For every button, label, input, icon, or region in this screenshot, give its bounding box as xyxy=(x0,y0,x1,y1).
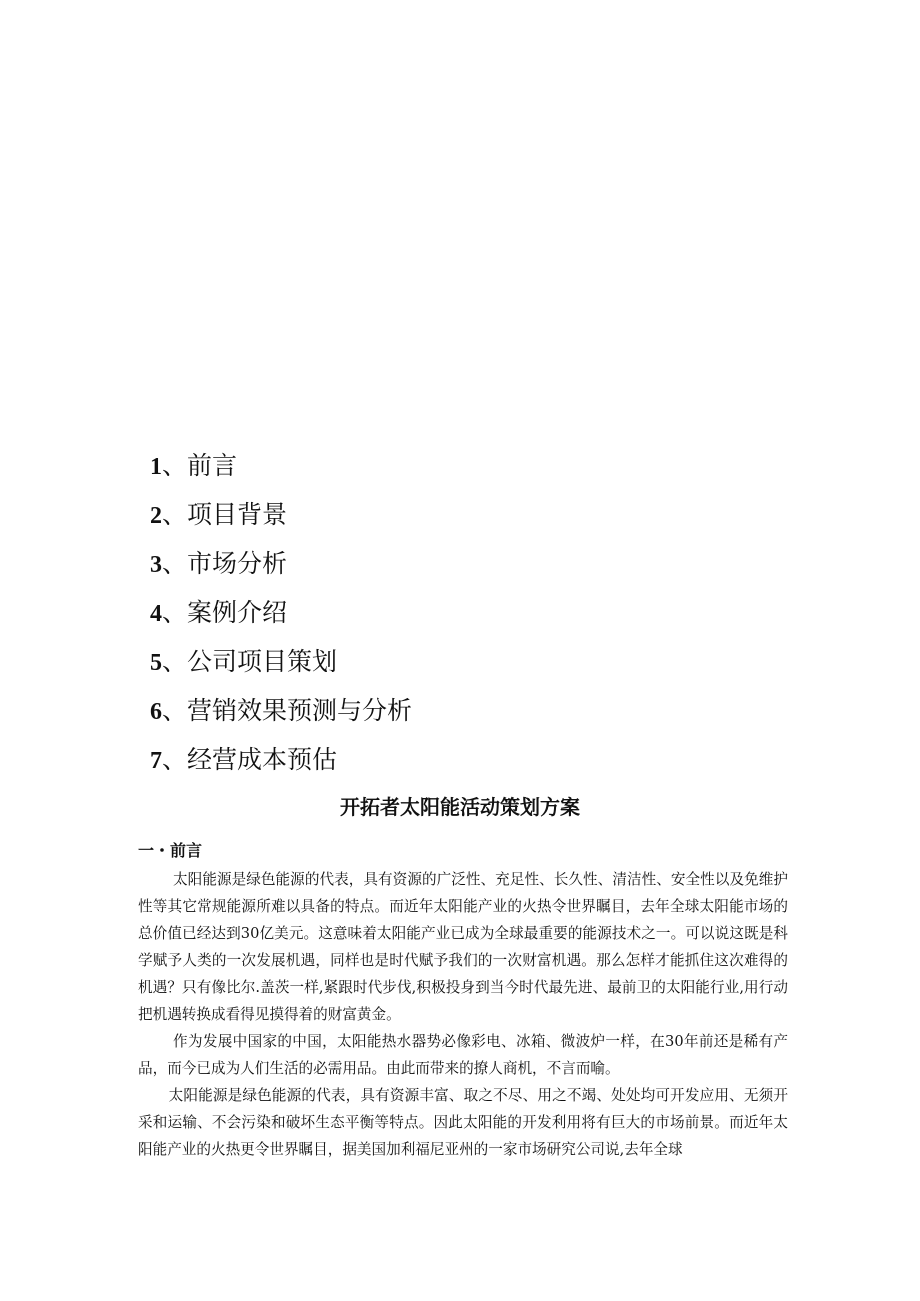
toc-item xyxy=(150,642,412,691)
toc-item-separator: 、 xyxy=(162,696,188,725)
toc-item-separator: 、 xyxy=(162,451,188,480)
toc-item-label: 案例介绍 xyxy=(187,598,288,627)
toc-item-separator: 、 xyxy=(162,500,188,529)
toc-item xyxy=(150,446,412,495)
toc-item-separator: 、 xyxy=(162,598,188,627)
paragraph: 作为发展中国家的中国，太阳能热水器势必像彩电、冰箱、微波炉一样，在30年前还是稀有产品，而今已成为人们生活的必需用品。由此而带来的撩人商机，不言而喻。 xyxy=(138,1033,788,1077)
section-heading: 一・前言 xyxy=(138,841,203,860)
toc-item-number: 7 xyxy=(150,748,162,774)
toc-item-separator: 、 xyxy=(162,549,188,578)
document-title: 开拓者太阳能活动策划方案 xyxy=(340,795,580,819)
table-of-contents xyxy=(150,446,412,789)
toc-item xyxy=(150,544,412,593)
toc-item-separator: 、 xyxy=(162,745,188,774)
toc-item-label: 市场分析 xyxy=(187,549,288,578)
toc-item xyxy=(150,495,412,544)
paragraph: 太阳能源是绿色能源的代表，具有资源的广泛性、充足性、长久性、清洁性、安全性以及免维护性等其它常规能源所难以具备的特点。而近年太阳能产业的火热令世界瞩目，去年全球太阳能市场的总价值已经达到30亿美元。这意味着太阳能产业已成为全球最重要的能源技术之一。可以说这既是科学赋予人类的一次发展机遇，同样也是时代赋予我们的一次财富机遇。那么怎样才能抓住这次难得的机遇？只有像比尔.盖茨一样,紧跟时代步伐,积极投身到当今时代最先进、最前卫的太阳能行业,用行动把机遇转换成看得见摸得着的财富黄金。 xyxy=(138,871,788,1023)
toc-item-number: 5 xyxy=(150,650,162,676)
paragraph: 太阳能源是绿色能源的代表，具有资源丰富、取之不尽、用之不竭、处处均可开发应用、无须开采和运输、不会污染和破坏生态平衡等特点。因此太阳能的开发利用将有巨大的市场前景。而近年太阳能产业的火热更令世界瞩目，据美国加利福尼亚州的一家市场研究公司说,去年全球 xyxy=(138,1087,788,1158)
toc-item-label: 公司项目策划 xyxy=(187,647,338,676)
toc-item-label: 营销效果预测与分析 xyxy=(187,696,413,725)
toc-item-separator: 、 xyxy=(162,647,188,676)
toc-item xyxy=(150,691,412,740)
toc-item-number: 4 xyxy=(150,601,162,627)
toc-item-number: 6 xyxy=(150,699,162,725)
toc-item xyxy=(150,740,412,789)
toc-item xyxy=(150,593,412,642)
body-text xyxy=(138,866,788,1163)
toc-item-number: 2 xyxy=(150,503,162,529)
toc-item-label: 项目背景 xyxy=(187,500,288,529)
toc-item-number: 3 xyxy=(150,552,162,578)
toc-item-number: 1 xyxy=(150,454,162,480)
toc-item-label: 前言 xyxy=(187,451,238,480)
toc-item-label: 经营成本预估 xyxy=(187,745,338,774)
